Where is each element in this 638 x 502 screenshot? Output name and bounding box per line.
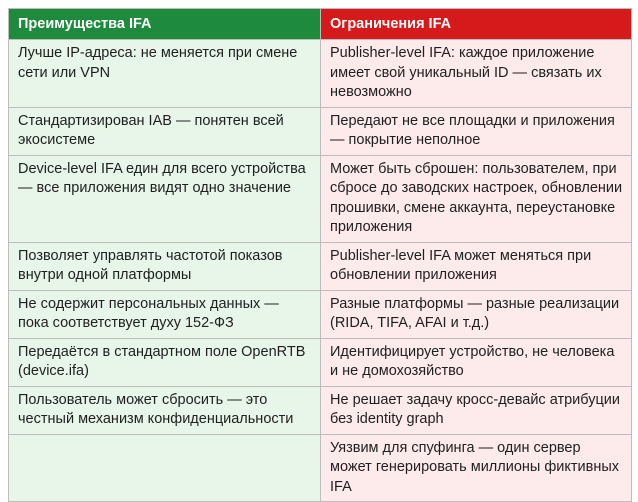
advantage-cell: Позволяет управлять частотой показов внутри одной платформы bbox=[9, 243, 321, 290]
advantage-cell: Лучше IP-адреса: не меняется при смене сети или VPN bbox=[9, 40, 321, 107]
limitation-cell: Publisher-level IFA может меняться при обновлении приложения bbox=[321, 243, 631, 290]
table-row bbox=[9, 435, 631, 502]
advantage-cell: Пользователь может сбросить — это честный механизм конфиденциальности bbox=[9, 387, 321, 434]
table-header-row bbox=[9, 9, 631, 40]
limitation-cell: Publisher-level IFA: каждое приложение имеет свой уникальный ID — связать их невозможно bbox=[321, 40, 631, 107]
comparison-table bbox=[8, 8, 632, 502]
advantage-cell: Не содержит персональных данных — пока соответствует духу 152-ФЗ bbox=[9, 291, 321, 338]
table-row bbox=[9, 156, 631, 243]
table-row bbox=[9, 339, 631, 387]
limitation-cell: Уязвим для спуфинга — один сервер может генерировать миллионы фиктивных IFA bbox=[321, 435, 631, 502]
table-row bbox=[9, 243, 631, 291]
limitation-cell: Разные платформы — разные реализации (RIDA, TIFA, AFAI и т.д.) bbox=[321, 291, 631, 338]
header-advantages: Преимущества IFA bbox=[9, 9, 321, 39]
limitation-cell: Не решает задачу кросс-девайс атрибуции без identity graph bbox=[321, 387, 631, 434]
advantage-cell: Передаётся в стандартном поле OpenRTB (device.ifa) bbox=[9, 339, 321, 386]
table-row bbox=[9, 40, 631, 108]
advantage-cell-empty bbox=[9, 435, 321, 502]
limitation-cell: Идентифицирует устройство, не человека и не домохозяйство bbox=[321, 339, 631, 386]
limitation-cell: Передают не все площадки и приложения — покрытие неполное bbox=[321, 108, 631, 155]
advantage-cell: Стандартизирован IAB — понятен всей экосистеме bbox=[9, 108, 321, 155]
table-row bbox=[9, 108, 631, 156]
header-limitations: Ограничения IFA bbox=[321, 9, 631, 39]
limitation-cell: Может быть сброшен: пользователем, при сбросе до заводских настроек, обновлении прошивки, смене аккаунта, переустановке приложения bbox=[321, 156, 631, 242]
table-row bbox=[9, 387, 631, 435]
table-row bbox=[9, 291, 631, 339]
advantage-cell: Device-level IFA един для всего устройства — все приложения видят одно значение bbox=[9, 156, 321, 242]
